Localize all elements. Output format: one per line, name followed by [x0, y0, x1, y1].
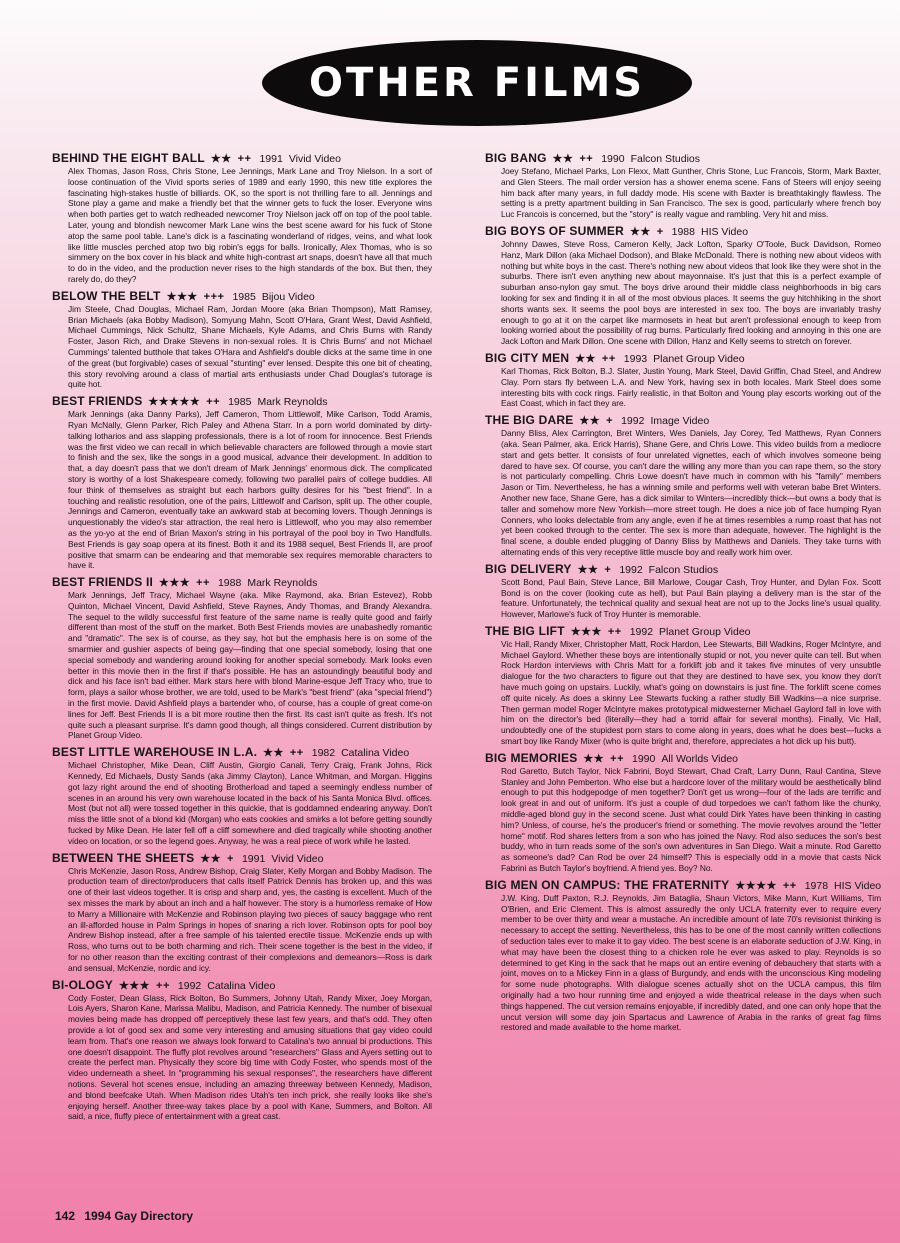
section-title: OTHER FILMS [308, 60, 646, 106]
film-entry-header [485, 625, 881, 639]
film-entry [485, 152, 881, 220]
film-title: BEST LITTLE WAREHOUSE IN L.A. [52, 745, 258, 760]
film-review-text: Rod Garetto, Butch Taylor, Nick Fabrini, Boyd Stewart, Chad Craft, Larry Dunn, Raul Cantina, Steve Stanley and John Pemberton. Who else but a hardcore lover of the military would be aesthetically blind enough to put this hodgepodge of men together? Don't get us wrong—four of the lads are terrific and look great in and out of uniform. It's just a couple of dud torpedoes we can't fathom like the chunky, middle-aged blond guy in the second scene. Just what could Dirk Yates have been thinking in casting him? Unless, of course, he's the producer's friend or something. The movie revolves around the "letter home" motif. Rod shares letters from a son who has joined the Navy. Rod also seduces the son's best buddy, who in turn reads some of the son's own adventures in San Diego. Wait a minute. Rod Garetto as someone's dad? Can Rod be over 24 himself? This is especially odd in a movie that casts Nick Fabrini as Butch Taylor's boyfriend. A friend yes. Boy? No. [501, 765, 881, 874]
film-review-text: Alex Thomas, Jason Ross, Chris Stone, Lee Jennings, Mark Lane and Troy Nielson. In a sort of loose continuation of the Vivid sports series of 1989 and early 1990, this new title explores the fascinating high-stakes hustle of billiards. OK, so the sport is not thrilling fare to all. Jennings and Stone play a game and make a friendly bet that the winner gets to fuck the loser. Everyone wins when both parties get to watch redheaded newcomer Troy Nielson jack off on top of the pool table. Later, young and blondish newcomer Mark Lane wins the best scene award for his fuck of Stone atop the same pool table. Lane's dick is a fascinating wonderland of ridges, veins, and what look like little muscles perched atop two big robin's eggs for balls. Ironically, Alex Thomas, who is so simmery on the box cover in his black and white high-contrast art snaps, doesn't have all that much to do in the video, and the production never rises to the high standards of the box. But then, they rarely do, do they? [68, 166, 432, 284]
film-entry [485, 563, 881, 620]
film-entry [485, 625, 881, 747]
star-rating: ★★ [575, 352, 596, 365]
film-entry-header [52, 979, 432, 993]
plus-rating: +++ [203, 290, 225, 303]
film-title: THE BIG DARE [485, 413, 574, 428]
film-studio: Planet Group Video [659, 625, 751, 638]
plus-rating: ++ [289, 747, 304, 760]
plus-rating: ++ [579, 153, 594, 165]
left-column [52, 152, 432, 1127]
star-rating: ★★★ [118, 979, 151, 992]
film-review-text: Mark Jennings, Jeff Tracy, Michael Wayne (aka. Mike Raymond, aka. Brian Estevez), Robb Quinton, Michael Vincent, David Ashfield, Steve Raynes, Andy Thomas, and Brandy Alexandra. The sequel to the wildly successful first feature of the same name is really quite good and fairly different than most of the stuff on the market. Both Best Friends movies are unabashedly romantic and "dramatic". The sex is of course, as they say, hot but the emphasis here is on some of the smarmier and gushier aspects of being gay—finding that one special somebody, losing that one special somebody and wandering around looking for another special somebody. Mark looks even better in this movie then in the first if that's possible. He has an astoundingly beautiful body and dick and his face isn't bad either. Mark stars here with blond Marine-esque Jeff Tracy who, true to form, plays a sailor whose brother, we are told, used to be Mark's "best friend" (aka "special friend") in the first movie. David Ashfield plays a bartender who, of course, has a couple of great come-on lines for Jeff. Best Friends II is a bit more routine then the first. Its cast isn't quite as fresh. It's not quite such a pleasant surprise. It's damn good though, all things considered. Current distribution by Planet Group Video. [68, 590, 432, 741]
film-title: BIG BOYS OF SUMMER [485, 223, 624, 238]
film-title: BIG CITY MEN [485, 350, 570, 365]
page-number: 142 [55, 1209, 76, 1223]
star-rating: ★★ [577, 563, 599, 576]
film-studio: Planet Group Video [653, 352, 745, 365]
film-year: 1990 [601, 153, 625, 165]
film-entry [52, 152, 432, 285]
film-entry-header [485, 414, 881, 428]
film-year: 1991 [241, 852, 266, 865]
page-footer [55, 1209, 199, 1223]
plus-rating: ++ [237, 153, 252, 165]
book-title: 1994 Gay Directory [84, 1209, 194, 1223]
film-entry [52, 576, 432, 741]
film-review-text: J.W. King, Duff Paxton, R.J. Reynolds, Jim Bataglia, Shaun Victors, Mike Mann, Kurt Williams, Tim O'Brien, and Eric Clement. This is almost assuredly the only UCLA fraternity ever to require every member to be over thirty and wear a mustache. An incredible amount of late 70's revisionist thinking is necessary to accept the setting. Nevertheless, this has to be one of the most cannily written collections of seduction tales ever to make it to gay video. The best scene is an elaborate seduction of J.W. King, in what may have been the closest thing to a chicken role he ever was asked to play. Reynolds is so determined to get King in the sack that he maps out an entire evening of debauchery that starts with a joint, moves on to a Mickey Finn in a glass of Burgundy, and ends with the unconscious King modeling for some nude photographs. With dialogue scenes actually shot on the UCLA campus, this film originally had a two hour running time and enjoyed a wide theatrical release in the days when such things happened. The cut version remains enjoyable, if incredibly dated, and one can only hope that the uncut version will some day join Spartacus and Lawrence of Arabia in the ranks of great fag films restored and made available to the home market. [501, 892, 882, 1033]
film-entry-header [485, 879, 881, 893]
film-title: BIG MEMORIES [485, 750, 578, 765]
film-review-text: Mark Jennings (aka Danny Parks), Jeff Cameron, Thom Littlewolf, Mike Carlson, Todd Aramis, Ryan McNally, Glenn Parker, Rich Paley and Athena Starr. In a porn world dominated by dirty-talking lotharios and ass slapping professionals, there is a lot of room for innocence. Best Friends was the first video we can recall in which believable characters are followed through a movie start to finish and the sex, like the songs in a good musical, advance their development. In addition to that, a day doesn't pass that we don't dream of Mark Jennings' enormous dick. The complicated story is worthy of a lost Shakespeare comedy, following two parallel pairs of college buddies. All four think of themselves as straight but each harbors guilty desires for his "best friend". In a touching and realistic resolution, one of the pairs, Littlewolf and Carlson, split up. The other couple, Jennings and Cameron, eventually take an awkward stab at becoming lovers. Though Jennings is unquestionably the video's star attraction, the real hero is Littlewolf, who you may also remember as the yo-yo at the end of Brian Maxon's string in his portrayal of the pool boy in Two Handfulls. Best Friends is gay soap opera at its finest. Both it and its 1988 sequel, Best Friends II, are proof positive that smarm can be endearing and that memorable sex requires memorable characters to have it. [68, 409, 432, 571]
star-rating: ★★★★★ [148, 396, 201, 409]
film-entry [52, 395, 432, 571]
plus-rating: ++ [610, 752, 624, 765]
plus-rating: + [656, 225, 664, 238]
film-studio: HIS Video [700, 225, 749, 238]
film-studio: All Worlds Video [661, 752, 739, 765]
film-title: BELOW THE BELT [52, 288, 161, 303]
film-entry-header [52, 152, 432, 166]
film-review-text: Danny Bliss, Alex Carrington, Bret Winters, Wes Daniels, Jay Corey, Ted Matthews, Ryan Conners (aka. Sean Palmer, aka. Erick Harris), Shane Gere, and Chris Lowe. This video builds from a mediocre start and gets better. It consists of four unrelated vignettes, each of which involves someone being dared to have sex. Of course, you can't dare the willing any more than you can rape them, so the story is not particularly compelling. Chris Lowe doesn't have much in common with his "family" members Jason or Tim. Nevertheless, he has a winning smile and performs well with veteran babe Bret Winters. Another new face, Shane Gere, has a dick similar to Winters—incredibly thick—but owns a body that is taller and somehow more New Yorkish—more street tough. He does a nice job of face humping Ryan Conners, who looks delectable from any angle, even if he at times resembles a rump roast that has not yet been cooked through to the center. The sex is more than adequate, however. The highlight is the final scene, a double ended plugging of Danny Bliss by Matthews and Daniels. They take turns with alternating ends of this very receptive little muscle boy and really work him over. [501, 428, 881, 557]
star-rating: ★★★ [570, 625, 602, 638]
star-rating: ★★★ [166, 290, 198, 303]
plus-rating: ++ [156, 979, 170, 992]
film-year: 1992 [619, 563, 643, 576]
film-title: BIG DELIVERY [485, 561, 572, 576]
plus-rating: + [606, 415, 614, 428]
film-entry-header [485, 752, 881, 766]
plus-rating: ++ [607, 625, 622, 638]
film-entry-header [485, 352, 881, 366]
star-rating: ★★ [210, 153, 232, 165]
film-studio: Vivid Video [271, 852, 324, 865]
film-title: BIG BANG [485, 151, 547, 165]
film-year: 1990 [632, 752, 656, 765]
film-review-text: Scott Bond, Paul Bain, Steve Lance, Bill Marlowe, Cougar Cash, Troy Hunter, and Dylan Fox. Scott Bond is on the cover (looking cute as hell), but Paul Bain playing a delivery man is the star of the feature. Unfortunately, the technical quality and sexual heat are not up to the Jocks line's usual quality. However, Marlowe's fuck of Troy Hunter is memorable. [501, 576, 881, 620]
plus-rating: + [604, 563, 612, 576]
film-entry [52, 746, 432, 846]
film-year: 1985 [228, 396, 252, 409]
film-year: 1992 [177, 979, 202, 992]
film-year: 1992 [629, 625, 654, 638]
star-rating: ★★ [629, 225, 651, 238]
film-studio: Falcon Studios [648, 563, 719, 576]
star-rating: ★★ [583, 752, 605, 765]
film-studio: Catalina Video [341, 747, 410, 760]
film-title: BEST FRIENDS [52, 394, 143, 409]
right-column [485, 152, 881, 1038]
plus-rating: ++ [196, 577, 210, 590]
film-entry [485, 879, 881, 1033]
star-rating: ★★ [552, 153, 574, 165]
star-rating: ★★★ [159, 577, 191, 590]
film-studio: Falcon Studios [630, 153, 701, 165]
film-entry-header [52, 395, 432, 409]
film-review-text: Jim Steele, Chad Douglas, Michael Ram, Jordan Moore (aka Brian Thompson), Matt Ramsey, Brian Michaels (aka Bobby Madison), Somyung Mahn, Scott O'Hara, Grant West, David Ashfield, Michael Cummings, Nick Schultz, Shane Michaels, Kyle Adams, and Chris Burns with Randy Foster, Jason Rich, and Drake Stevens in non-sexual roles. It is Chris Burns' and not Michael Cummings' talented butthole that takes O'Hara and Ashfield's double dicks at the same time in one of the great (but forgivable) cases of sexual "stunting" ever lensed. Despite this one bit of cheating, this story revolving around a class of martial arts enthusiasts under Chad Douglas's tutorage is quite hot. [68, 303, 432, 390]
film-review-text: Vic Hall, Randy Mixer, Christopher Matt, Rock Hardon, Lee Stewarts, Bill Wadkins, Roger McIntyre, and Michael Gaylord. Whether these boys are intentionally stupid or not, you never quite can tell. But when Rock Hardon interviews with Chris Matt for a forklift job and it takes five minutes of very unsubtle dialogue for the two characters to figure out that they are destined to have sex, you know they don't have much going on upstairs. Luckily, what's going on downstairs is just fine. The forklift scene comes off quite nicely. As does a skinny Lee Stewarts fucking a rather studly Bill Wadkins—a nice surprise. Then german model Roger McIntyre makes prototypical midwesterner Michael Gaylord fall in love with him on the director's bed (literally—they had a torrid affair for several months). Finally, Vic Hall, undoubtedly one of the stupidest porn stars to come along in years, does what he does best—fucks a smart boy like Randy Mixer (who is quite bright and, therefore, appreciates a hot dick up his butt). [501, 638, 881, 747]
film-studio: Vivid Video [288, 153, 341, 165]
film-title: BEHIND THE EIGHT BALL [52, 151, 205, 165]
film-entry [52, 290, 432, 390]
film-year: 1992 [621, 415, 645, 428]
film-review-text: Cody Foster, Dean Glass, Rick Bolton, Bo Summers, Johnny Utah, Randy Mixer, Joey Morgan, Lois Ayers, Sharon Kane, Marissa Malibu, Madison, and Patricia Kennedy. The number of bisexual movies being made has dropped off perceptively these last few years, and that's odd. They often provide a lot of good sex and some very interesting and amusing situations that gay video could learn from. That's one reason we always look forward to Catalina's two annual bi productions. This one doesn't disappoint. The fluffy plot revolves around "researchers" Glass and Ayers setting out to create the perfect man. Physically they score big time with Cody Foster, who spends most of the video underneath a sheet. In "programming his sexual responses", the researchers have different notions. Several hot scenes ensue, including an amazing threeway between Kennedy, Madison, and blond beefcake Utah. When Madison rides Utah's ten inch prick, she really looks like she's enjoying herself. Another three-way takes place by a pool with Kane, Summers, and Bolton. All said, a nice, fluffy piece of entertainment with a great cast. [68, 992, 432, 1122]
star-rating: ★★ [200, 852, 222, 865]
film-entry-header [485, 225, 881, 239]
film-title: BETWEEN THE SHEETS [52, 850, 195, 865]
film-review-text: Chris McKenzie, Jason Ross, Andrew Bishop, Craig Slater, Kelly Morgan and Bobby Madison. The production team of director/producers that calls itself Patrick Dennis has broken up, and this was one of their last videos together. It is crisp and sharp and, yes, the casting is excellent. Much of the sex misses the mark by about an inch and a half however. The story is a humorless remake of How to Marry a Millionaire with McKenzie and Robinson playing two pieces of saucy baggage who rent an ill-afforded house in Palm Springs in hopes of snaring a rich lover. Robinson opts for pool boy Andrew Bishop instead, after a free sample of his talented erectile tissue. McKenzie ends up with Ross, who turns out to be both charming and rich. Their scene together is the best in the video, if for no other reason than the exciting contrast of their complexions and demeanors—Ross is dark and sensual, McKenzie, nordic and icy. [68, 865, 432, 973]
film-entry [485, 225, 881, 347]
film-review-text: Michael Christopher, Mike Dean, Cliff Austin, Giorgio Canali, Terry Craig, Frank Johns, Rick Kennedy, Ed Michaels, Dusty Sands (aka Jimmy Clayton), Lance Whitman, and Morgan. Higgins got lazy right around the end of shooting Brotherload and taped a seemingly endless number of scenes in an around his very own warehouse located in the back of his Santa Monica Blvd. offices. Most (but not all) were tossed together in this quickie, that is goddamned endearing anyway. Don't miss the little snot of a blond kid (Morgan) who eats cookies and smirks a lot before getting soundly fucked by Mike Dean. He later fell off a cliff somewhere and died tragically while shooting another video on location, or so the legend goes. Anyway, he was a real piece of work while he lasted. [68, 760, 432, 846]
film-entry-header [485, 563, 881, 577]
film-studio: Mark Reynolds [257, 396, 328, 409]
film-review-text: Johnny Dawes, Steve Ross, Cameron Kelly, Jack Lofton, Sparky O'Toole, Buck Davidson, Romeo Hanz, Mark Dillon (aka Michael Dodson), and Blake McDonald. There is nothing new about videos with nothing but white boys in the cast. There's nothing new about videos that look like they were shot in the suburbs. There isn't even anything new about mayonnaise. It's just that this is a perfect example of suburban anso-nylon gay smut. The boys drive around their middle class neighborhoods in big cars looking for sex and finding it in all of the most obvious places. It seems the guy hitchhiking in the short shorts wants sex. It seems the pool boys are interested in sex too. The boys are invariably trashy enough to go at it on the carpet like marmosets in heat but aren't professional enough to keep from looking worried about the possibility of rug burns. Particularly fired looking and annoying in this one are Jack Lofton and Mark Dillon. One scene with Dillon, Hanz and Kelly seems to stretch on forever. [501, 238, 881, 347]
section-title-banner [262, 40, 692, 126]
star-rating: ★★ [579, 415, 601, 428]
film-entry-header [52, 746, 432, 760]
film-title: BI-OLOGY [52, 977, 113, 992]
plus-rating: ++ [206, 396, 221, 409]
film-title: BIG MEN ON CAMPUS: THE FRATERNITY [485, 877, 730, 892]
film-entry [485, 414, 881, 558]
plus-rating: ++ [782, 879, 797, 892]
film-year: 1988 [217, 577, 242, 590]
film-year: 1982 [311, 747, 336, 760]
plus-rating: + [227, 852, 234, 865]
film-entry [52, 852, 432, 974]
film-year: 1991 [259, 153, 283, 165]
film-year: 1988 [671, 225, 695, 238]
film-studio: Mark Reynolds [247, 577, 318, 590]
film-studio: Catalina Video [207, 979, 276, 992]
star-rating: ★★ [263, 747, 284, 760]
film-entry-header [485, 152, 881, 166]
film-review-text: Joey Stefano, Michael Parks, Lon Flexx, Matt Gunther, Chris Stone, Luc Francois, Storm, Mark Baxter, and Glen Steers. The mail order version has a shower enema scene. Fans of Steers will enjoy seeing him back after many years, in full daddy mode. His scene with Baxter is breathtakingly flawless. The setting is a pretty apartment building in San Francisco. The sex is good, particularly where french boy Luc Francois is concerned, but the "story" is really vague and rambling. Very hit and miss. [501, 166, 881, 220]
film-studio: Image Video [650, 415, 710, 428]
film-entry-header [52, 852, 432, 866]
film-entry [485, 352, 881, 409]
film-studio: HIS Video [834, 879, 882, 892]
star-rating: ★★★★ [735, 879, 777, 892]
film-year: 1978 [804, 879, 829, 892]
film-year: 1985 [232, 290, 256, 303]
film-entry [52, 979, 432, 1123]
film-year: 1993 [623, 352, 648, 365]
film-title: BEST FRIENDS II [52, 575, 154, 590]
film-entry-header [52, 290, 432, 304]
film-entry [485, 752, 881, 874]
film-studio: Bijou Video [261, 290, 315, 303]
film-review-text: Karl Thomas, Rick Bolton, B.J. Slater, Justin Young, Mark Steel, David Griffin, Chad Steel, and Andrew Clay. Porn stars fly between L.A. and New York, having sex in both locales. Mark Steel does some interesting bits with cock rings. Fairly realistic, in that Bolton and Young play escorts working out of the East Coast, which in fact they are. [501, 365, 881, 409]
film-entry-header [52, 576, 432, 590]
plus-rating: ++ [601, 352, 616, 365]
film-title: THE BIG LIFT [485, 623, 565, 638]
